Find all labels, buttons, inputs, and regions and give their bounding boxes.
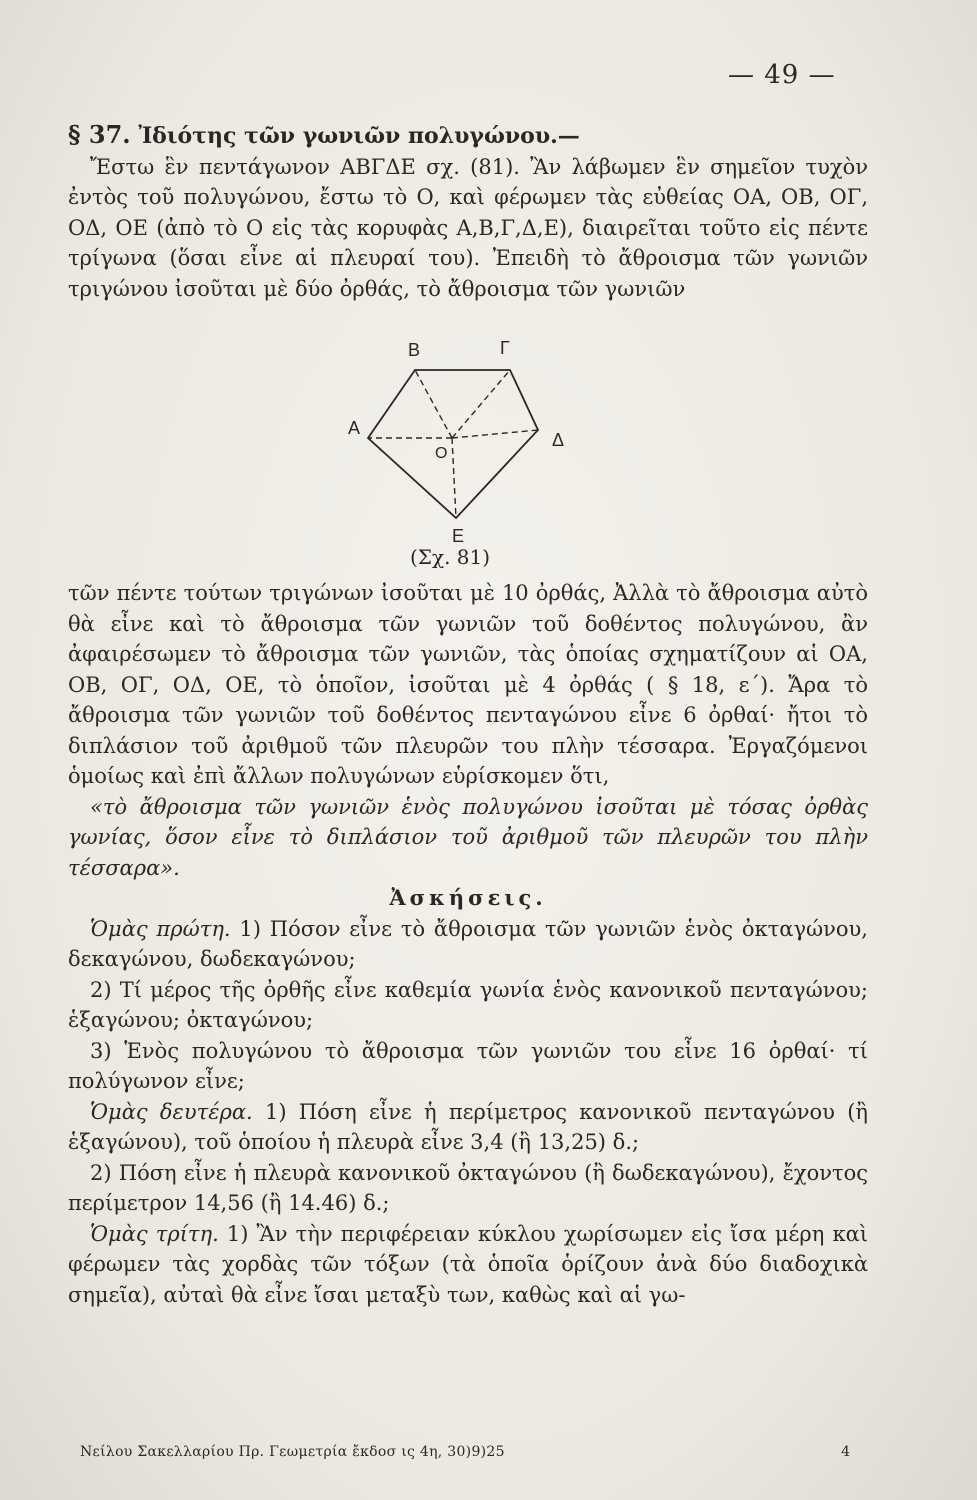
section-number: § 37. (68, 120, 131, 149)
footer-sheet-number: 4 (841, 1444, 850, 1460)
label-D: Δ (552, 430, 565, 450)
section-heading (68, 120, 868, 152)
figure-81 (330, 330, 580, 575)
group-1-q1 (68, 914, 868, 975)
segment-OD (452, 430, 538, 438)
group-2-q2: 2) Πόση εἶνε ἡ πλευρὰ κανονικοῦ ὀκταγώνου (ἢ δωδεκαγώνου), ἔχοντος περίμετρον 14,56 (ἢ 14.46) δ.; (68, 1160, 868, 1215)
theorem-statement: «τὸ ἄθροισμα τῶν γωνιῶν ἑνὸς πολυγώνου ἰσοῦται μὲ τόσας ὀρθὰς γωνίας, ὅσον εἶνε τὸ διπλάσιον τοῦ ἀριθμοῦ τῶν πλευρῶν του πλὴν τέσσαρα». (68, 794, 868, 880)
label-O: Ο (435, 445, 448, 462)
group-2-q1 (68, 1097, 868, 1158)
label-G: Γ (500, 338, 510, 358)
segment-OB (415, 370, 452, 438)
group-3-q1 (68, 1219, 868, 1311)
page-number: — 49 — (728, 60, 836, 90)
group-3-label: Ὁμὰς τρίτη. (90, 1221, 219, 1246)
section-title: Ἰδιότης τῶν γωνιῶν πολυγώνου.— (138, 123, 580, 149)
radii-dashed (368, 370, 538, 518)
section-block (68, 120, 868, 304)
group-1-q1-text: 1) Πόσον εἶνε τὸ ἄθροισμα τῶν γωνιῶν ἑνὸς ὀκταγώνου, δεκαγώνου, δωδεκαγώνου; (68, 916, 868, 971)
paragraph-2: τῶν πέντε τούτων τριγώνων ἰσοῦται μὲ 10 ὀρθάς, Ἀλλὰ τὸ ἄθροισμα αὐτὸ θὰ εἶνε καὶ τὸ ἄθροισμα τῶν γωνιῶν τοῦ δοθέντος πολυγώνου, ἂν ἀφαιρέσωμεν τὸ ἄθροισμα τῶν γωνιῶν, τὰς ὁποίας σχηματίζουν αἱ ΟΑ, ΟΒ, ΟΓ, ΟΔ, ΟΕ, τὸ ὁποῖον, ἰσοῦται μὲ 4 ὀρθάς ( § 18, ε΄). Ἄρα τὸ ἄθροισμα τῶν γωνιῶν τοῦ δοθέντος πενταγώνου εἶνε 6 ὀρθαί· ἤτοι τὸ διπλάσιον τοῦ ἀριθμοῦ τῶν πλευρῶν του πλὴν τέσσαρα. Ἐργαζόμενοι ὁμοίως καὶ ἐπὶ ἄλλων πολυγώνων εὑρίσκομεν ὅτι, (68, 581, 868, 788)
footer-imprint: Νείλου Σακελλαρίου Πρ. Γεωμετρία ἔκδοσ ις 4η, 30)9)25 (80, 1444, 505, 1460)
pentagon-outline (368, 370, 538, 518)
paragraph-1: Ἔστω ἓν πεντάγωνον ΑΒΓΔΕ σχ. (81). Ἂν λάβωμεν ἓν σημεῖον τυχὸν ἐντὸς τοῦ πολυγώνου, ἔστω τὸ Ο, καὶ φέρωμεν τὰς εὐθείας ΟΑ, ΟΒ, ΟΓ, ΟΔ, ΟΕ (ἀπὸ τὸ Ο εἰς τὰς κορυφὰς Α,Β,Γ,Δ,Ε), διαιρεῖται τοῦτο εἰς πέντε τρίγωνα (ὅσαι εἶνε αἱ πλευραί του). Ἐπειδὴ τὸ ἄθροισμα τῶν γωνιῶν τριγώνου ἰσοῦται μὲ δύο ὀρθάς, τὸ ἄθροισμα τῶν γωνιῶν (68, 154, 868, 301)
group-1-q2: 2) Τί μέρος τῆς ὀρθῆς εἶνε καθεμία γωνία ἑνὸς κανονικοῦ πενταγώνου; ἑξαγώνου; ὀκταγώνου; (68, 977, 868, 1032)
footer (80, 1444, 850, 1460)
label-A: Α (348, 418, 361, 438)
body-block (68, 578, 868, 1310)
group-1-q3: 3) Ἑνὸς πολυγώνου τὸ ἄθροισμα τῶν γωνιῶν του εἶνε 16 ὀρθαί· τί πολύγωνον εἶνε; (68, 1038, 868, 1093)
label-E: Ε (452, 526, 465, 546)
exercises-heading: Ἀσκήσεις. (389, 885, 547, 910)
segment-OG (452, 370, 510, 438)
group-2-q1-text: 1) Πόση εἶνε ἡ περίμετρος κανονικοῦ πενταγώνου (ἢ ἑξαγώνου), τοῦ ὁποίου ἡ πλευρὰ εἶνε 3,4 (ἢ 13,25) δ.; (68, 1099, 868, 1154)
group-2-label: Ὁμὰς δευτέρα. (90, 1099, 253, 1124)
label-B: Β (408, 340, 421, 360)
figure-caption: (Σχ. 81) (410, 545, 491, 569)
group-3-q1-text: 1) Ἂν τὴν περιφέρειαν κύκλου χωρίσωμεν εἰς ἴσα μέρη καὶ φέρωμεν τὰς χορδὰς τῶν τόξων (τὰ ὁποῖα ὁρίζουν ἀνὰ δύο διαδοχικὰ σημεῖα), αὐταὶ θὰ εἶνε ἴσαι μεταξὺ των, καθὼς καὶ αἱ γω- (68, 1221, 868, 1307)
pentagon-diagram (330, 330, 580, 575)
segment-OE (452, 438, 456, 518)
group-1-label: Ὁμὰς πρώτη. (90, 916, 231, 941)
